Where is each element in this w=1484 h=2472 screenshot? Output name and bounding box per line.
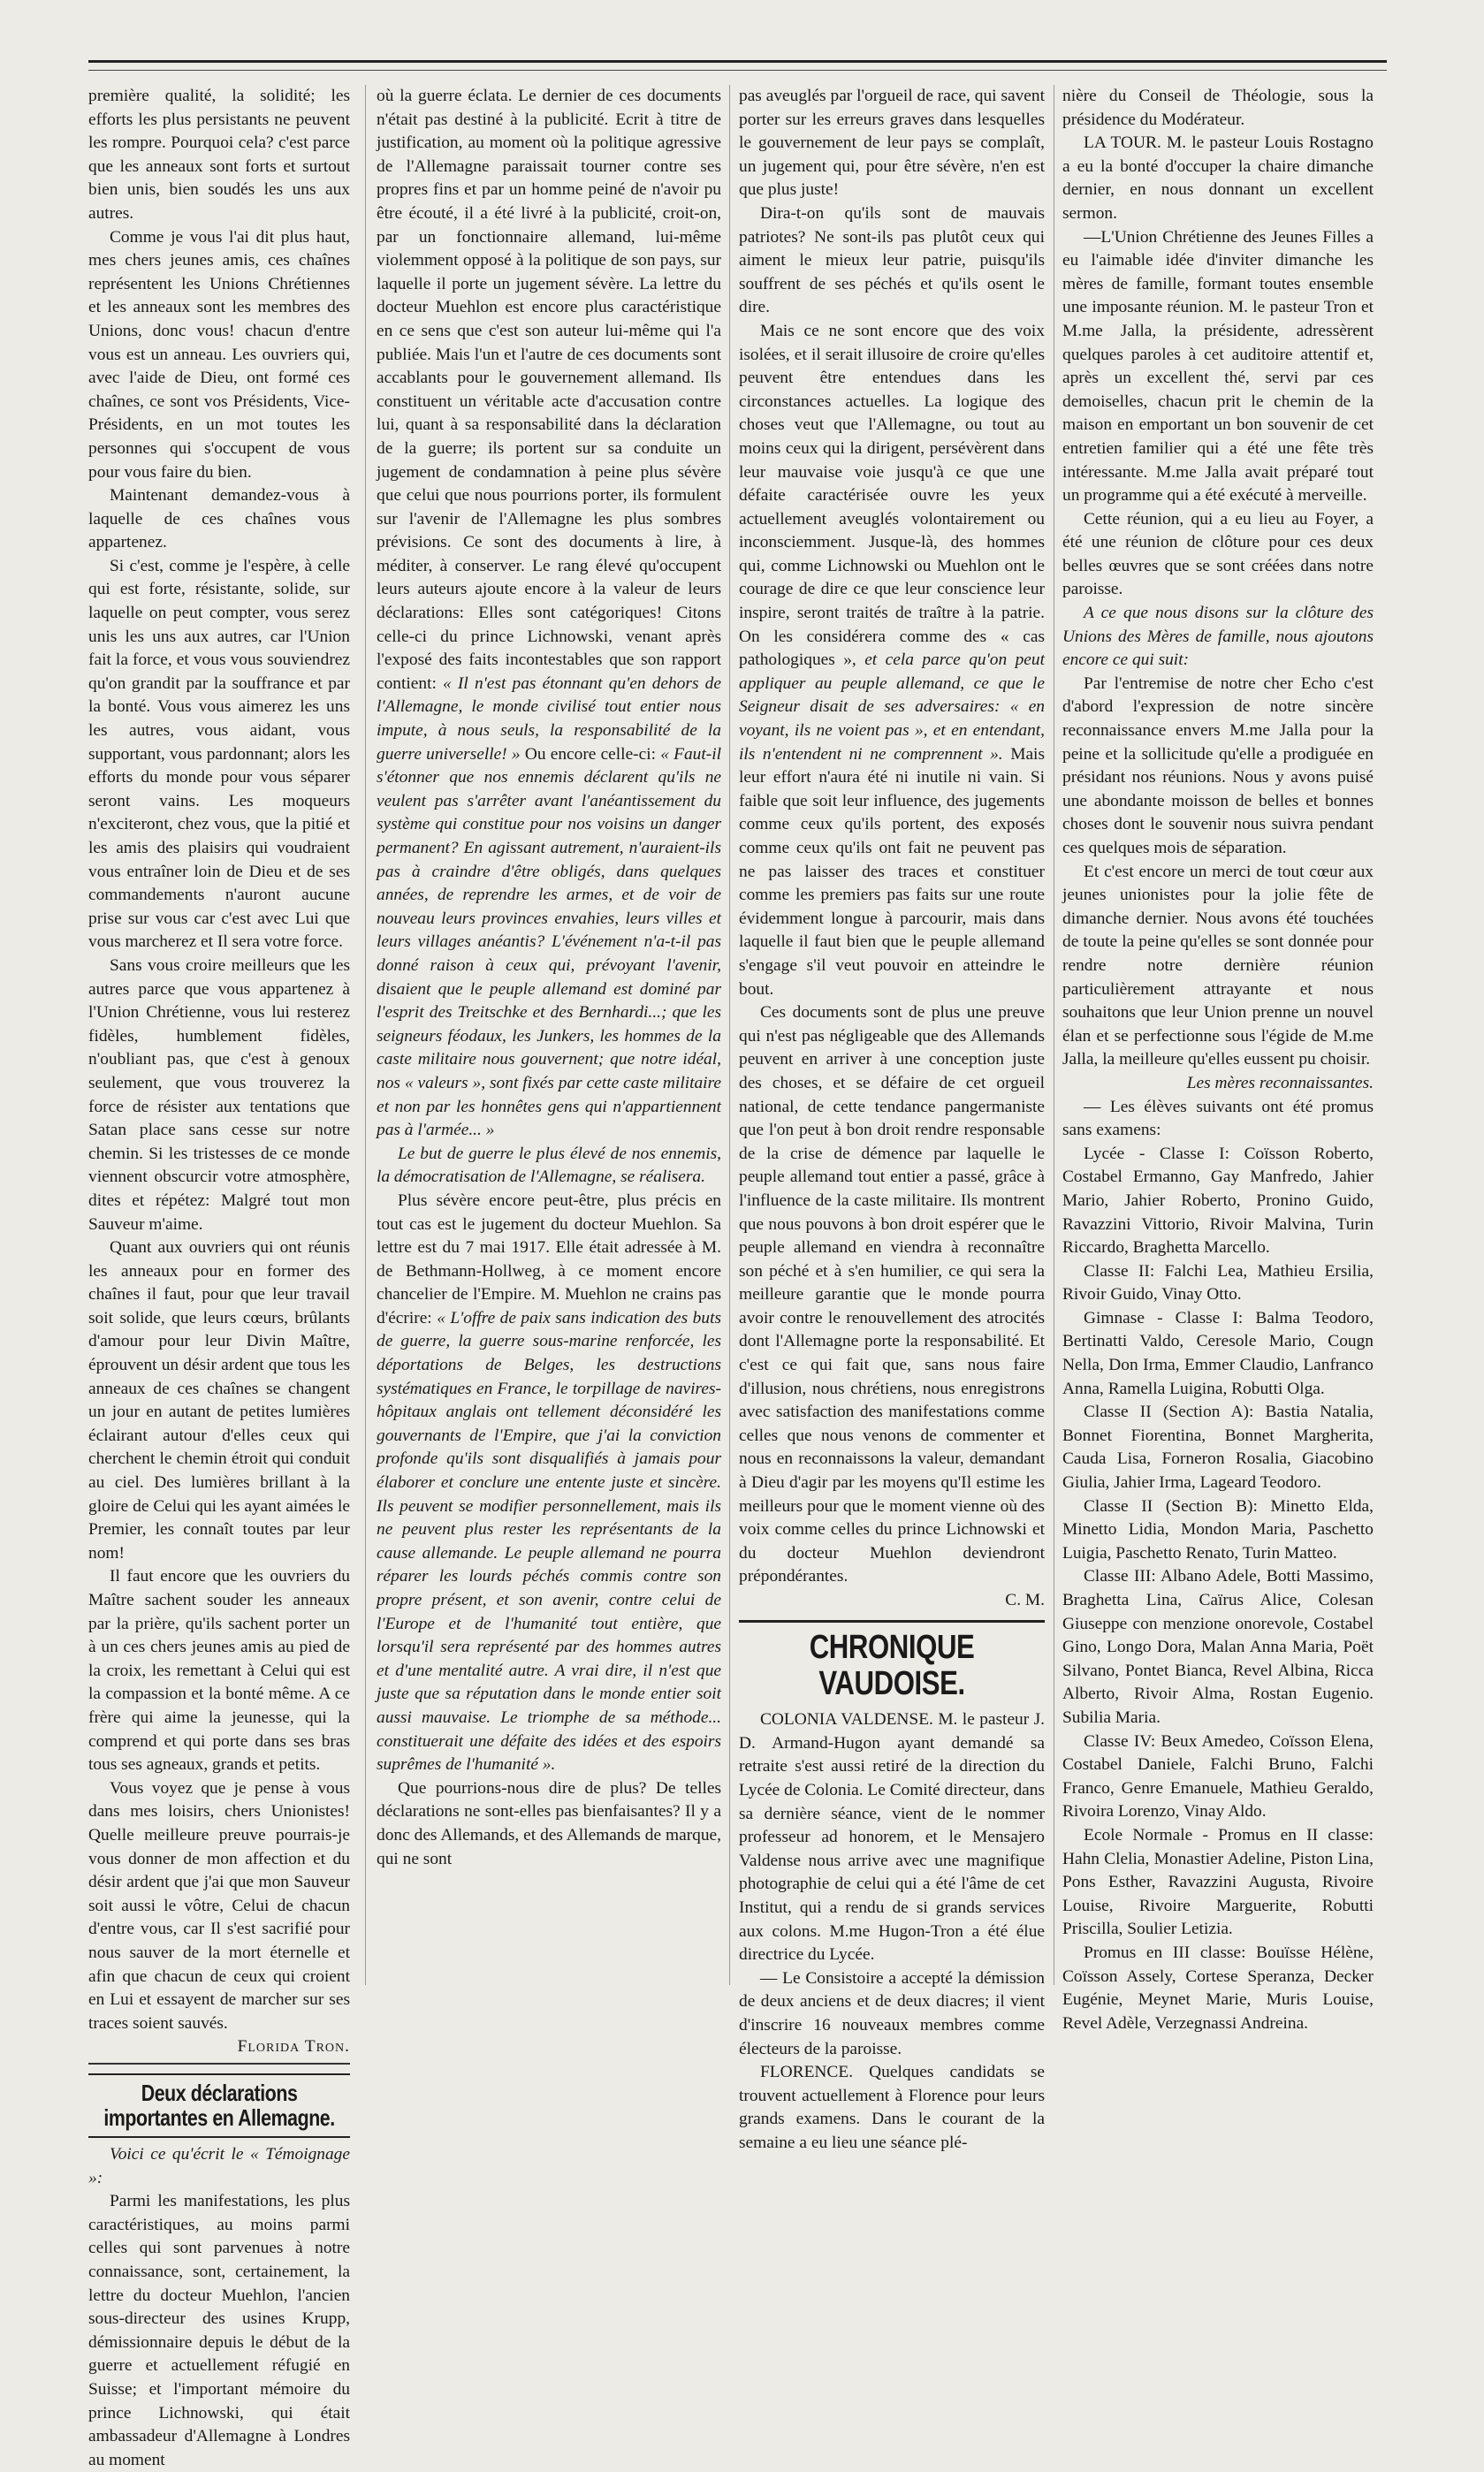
paragraph: Sans vous croire meilleurs que les autres parce que vous appartenez à l'Union Chrétienne, vous lui resterez fidèles, humblement fidèles, n'oubliant pas, que c'est à genoux seulement, que vous trouverez la force de résister aux tentations que Satan place sans cesse sur notre chemin. Si les tristesses de ce monde viennent obscurcir votre atmosphère, dites et répétez: Malgré tout mon Sauveur m'aime. [88, 955, 350, 1234]
quote: Le but de guerre le plus élevé de nos ennemis, la démocratisation de l'Allemagne, se réalisera. [377, 1144, 721, 1187]
paragraph: première qualité, la solidité; les efforts les plus persistants ne peuvent les rompre. Pourquoi cela? c'est parce que les anneaux sont forts et surtout bien unis, bien soudés les uns aux autres. [88, 87, 350, 223]
signature: Florida Tron. [237, 2037, 350, 2057]
paragraph [739, 320, 1045, 1001]
column-3 [739, 85, 1045, 2152]
paragraph: Il faut encore que les ouvriers du Maître sachent souder les anneaux par la prière, qu'ils sachent porter un à un ces chers jeunes amis au pied de la croix, les remettant à Celui qui est la compassion et la bonté même. A ce frère qui aime la jeunesse, qui la comprend et qui porte dans ses bras tous ses agneaux, grands et petits. [88, 1567, 350, 1775]
paragraph: Comme je vous l'ai dit plus haut, mes chers jeunes amis, ces chaînes représentent les Unions Chrétiennes et les anneaux sont les membres des Unions, donc vous! chacun d'entre vous est un anneau. Les ouvriers qui, avec l'aide de Dieu, ont formé ces chaînes, ce sont vos Présidents, Vice-Présidents, en un mot toutes les personnes qui s'occupent de vous pour vous faire du bien. [88, 227, 350, 482]
class-list: Classe II: Falchi Lea, Mathieu Ersilia, Rivoir Guido, Vinay Otto. [1062, 1261, 1374, 1304]
paragraph: A ce que nous disons sur la clôture des Unions des Mères de famille, nous ajoutons encore ce qui suit: [1062, 604, 1374, 670]
paragraph-text: Ou encore celle-ci: [524, 744, 657, 764]
paragraph: Par l'entremise de notre cher Echo c'est d'abord l'expression de notre sincère reconnaissance envers M.me Jalla pour la peine et la sollicitude qu'elle a prodiguée en présidant nos réunions. Nous y avons puisé une abondante moisson de belles et bonnes choses dont le souvenir nous suivra pendant ces quelques mois de séparation. [1062, 673, 1374, 857]
quote: « Il n'est pas étonnant qu'en dehors de l'Allemagne, le monde civilisé tout entier nous impute, à nous seuls, la responsabilité de la guerre universelle! » [377, 673, 721, 764]
paragraph: —L'Union Chrétienne des Jeunes Filles a eu l'aimable idée d'inviter dimanche les mères de famille, formant toutes ensemble une imposante réunion. M. le pasteur Tron et M.me Jalla, la présidente, adressèrent quelques paroles à cet auditoire attentif et, après un excellent thé, servi par ces demoiselles, chacun prit le chemin de la maison en emportant un bon souvenir de cet entretien familier qui a été une fête très intéressante. M.me Jalla avait préparé tout un programme qui a été exécuté à merveille. [1062, 227, 1374, 506]
class-list: Classe III: Albano Adele, Botti Massimo, Braghetta Lina, Caïrus Alice, Colesan Giuseppe con menzione onorevole, Costabel Gino, Longo Dora, Malan Anna Maria, Poët Silvano, Pontet Bianca, Revel Albina, Ricca Alberto, Rivoir Alma, Rostan Eugenio. Subilia Maria. [1062, 1567, 1374, 1727]
section-heading: CHRONIQUE VAUDOISE. [739, 1620, 1045, 1704]
divider [88, 2063, 350, 2065]
class-list: Gimnase - Classe I: Balma Teodoro, Bertinatti Valdo, Ceresole Mario, Cougn Nella, Don Irma, Emmer Claudio, Lanfranco Anna, Ramella Luigina, Robutti Olga. [1062, 1308, 1374, 1398]
top-rule-thin [88, 70, 1387, 71]
paragraph: Vous voyez que je pense à vous dans mes loisirs, chers Unionistes! Quelle meilleure preuve pourrais-je vous donner de mon affection et du désir ardent que j'ai que mon Sauveur soit aussi le vôtre, Celui de chacun d'entre vous, car Il s'est sacrifié pour nous sauver de la mort éternelle et afin que chacun de ceux qui croient en Lui et essayent de marcher sur ses traces soient sauvés. [88, 1778, 350, 2033]
paragraph: Quant aux ouvriers qui ont réunis les anneaux pour en former des chaînes il faut, pour que leur travail soit solide, que leurs cœurs, brûlants d'amour pour leur Divin Maître, éprouvent un désir ardent que tous les anneaux de ces chaînes se changent un jour en autant de petites lumières éclairant autour d'elles ceux qui cherchent le chemin étroit qui conduit au ciel. Des lumières brillant à la gloire de Celui qui les ayant aimées le Premier, les connaît toutes par leur nom! [88, 1238, 350, 1563]
quote: « Faut-il s'étonner que nos ennemis déclarent qu'ils ne veulent pas s'arrêter avant l'anéantissement du système qui constitue pour nos voisins un danger permanent? En agissant autrement, n'auraient-ils pas à craindre d'être obligés, dans quelques années, de reprendre les armes, et de voir de nouveau leurs provinces envahies, leurs villes et leurs villages anéantis? L'événement n'a-t-il pas donné raison à ceux qui, prévoyant l'avenir, disaient que le peuple allemand est dominé par l'esprit des Treitschke et des Bernhardi...; que les seigneurs féodaux, les Junkers, les hommes de la caste militaire nous gouvernent; que notre idéal, nos « valeurs », sont fixés par cette caste militaire et non par les honnêtes gens qui n'appartiennent pas à l'armée... » [377, 744, 721, 1140]
paragraph: Parmi les manifestations, les plus caractéristiques, au moins parmi celles qui sont parvenues à notre connaissance, sont, certainement, la lettre du docteur Muehlon, l'ancien sous-directeur des usines Krupp, démissionnaire depuis le début de la guerre et actuellement réfugié en Suisse; et l'important mémoire du prince Lichnowski, qui était ambassadeur d'Allemagne à Londres au moment [88, 2192, 350, 2469]
paragraph: — Les élèves suivants ont été promus sans examens: [1062, 1097, 1374, 1140]
class-list: Classe II (Section A): Bastia Natalia, Bonnet Fiorentina, Bonnet Margherita, Cauda Lisa, Forneron Rosalia, Giacobino Giulia, Jahier Irma, Lageard Teodoro. [1062, 1403, 1374, 1493]
paragraph: LA TOUR. M. le pasteur Louis Rostagno a eu la bonté d'occuper la chaire dimanche dernier, en nous donnant un excellent sermon. [1062, 133, 1374, 223]
class-list: Ecole Normale - Promus en II classe: Hahn Clelia, Monastier Adeline, Piston Lina, Pons Esther, Ravazzini Augusta, Rivoire Louise, Rivoire Marguerite, Robutti Priscilla, Soulier Letizia. [1062, 1825, 1374, 1939]
paragraph [377, 85, 721, 1143]
paragraph: Ces documents sont de plus une preuve qui n'est pas négligeable que des Allemands peuvent en arriver à une conception juste des choses, et se défaire de cet orgueil national, de cette tendance pangermaniste que l'on peut à bon droit rendre responsable de la crise de démence par laquelle le peuple allemand tout entier a passé, grâce à l'influence de la caste militaire. Ils montrent que nous pouvons à bon droit espérer que le peuple allemand en viendra à reconnaître son péché et à s'en humilier, ce qui sera la meilleure garantie que le monde pourra avoir contre le renouvellement des atrocités dont l'Allemagne porte la responsabilité. Et c'est ce qui fait que, sans nous faire d'illusion, nous chrétiens, nous enregistrons avec satisfaction des manifestations comme celles que nous venons de commenter et nous en reconnaissons la valeur, demandant à Dieu d'agir par les moyens qu'Il estime les meilleurs pour que le moment vienne où des voix comme celles du prince Lichnowski et du docteur Muehlon deviendront prépondérantes. [739, 1003, 1045, 1586]
intro-line: Voici ce qu'écrit le « Témoignage »: [88, 2145, 350, 2187]
column-2 [377, 85, 721, 1985]
column-4 [1062, 85, 1374, 2033]
section-heading: Deux déclarations importantes en Allemagne. [88, 2073, 350, 2138]
column-1 [88, 85, 350, 2469]
quote: et cela parce qu'on peut appliquer au peuple allemand, ce que le Seigneur disait de ses adversaires: « en voyant, ils ne voient pas », et en entendant, ils n'entendent ni ne comprennent ». [739, 650, 1045, 764]
quote: « L'offre de paix sans indication des buts de guerre, la guerre sous-marine renforcée, les déportations de Belges, les destructions systématiques en France, le torpillage de navires-hôpitaux anglais ont tellement déconsidéré les gouvernants de l'Empire, que j'ai la conviction profonde qu'ils sont disqualifiés à jamais pour élaborer et conclure une entente juste et sincère. Ils peuvent se modifier personnellement, mais ils ne peuvent plus rester les représentants de la cause allemande. Le peuple allemand ne pourra réparer les lourds péchés commis contre son propre présent, et son avenir, contre celui de l'Europe et de l'humanité tout entière, que lorsqu'il sera représenté par des hommes autres et d'une mentalité autre. A vrai dire, il n'est que juste que sa réputation dans le monde entier soit aussi mauvaise. Le triomphe de sa méthode... constituerait une défaite des idées et des espoirs suprêmes de l'humanité ». [377, 1308, 721, 1775]
paragraph: Cette réunion, qui a eu lieu au Foyer, a été une réunion de clôture pour ces deux belles œuvres que se sont créées dans notre paroisse. [1062, 509, 1374, 599]
class-list: Classe II (Section B): Minetto Elda, Minetto Lidia, Mondon Maria, Paschetto Luigia, Paschetto Renato, Turin Matteo. [1062, 1496, 1374, 1563]
signature: C. M. [1005, 1591, 1045, 1609]
paragraph: nière du Conseil de Théologie, sous la présidence du Modérateur. [1062, 87, 1374, 129]
column-divider [365, 85, 366, 1985]
paragraph: Maintenant demandez-vous à laquelle de ces chaînes vous appartenez. [88, 486, 350, 552]
signature: Les mères reconnaissantes. [1186, 1073, 1374, 1092]
paragraph: Si c'est, comme je l'espère, à celle qui est forte, résistante, solide, sur laquelle on peut compter, vous serez unis les uns aux autres, car l'Union fait la force, et vous vous souviendrez qu'on grandit par la souffrance et par la bonté. Vous vous aimerez les uns les autres, vous aidant, vous supportant, vous pardonnant; alors les efforts du monde pour vous séparer seront vains. Les moqueurs n'exciteront, chez vous, que la pitié et les amis des plaisirs qui voudraient vous entraîner loin de Dieu et de ses commandements n'auront aucune prise sur vous car c'est avec Lui que vous marcherez et Il sera votre force. [88, 556, 350, 952]
paragraph: Et c'est encore un merci de tout cœur aux jeunes unionistes pour la jolie fête de dimanche dernier. Nous avons été touchées de toute la peine qu'elles se sont donnée pour rendre notre dernière réunion particulièrement attrayante et nous souhaitons que leur Union prenne un nouvel élan et se perfectionne sous l'égide de M.me Jalla, la meilleure qu'elles eussent pu choisir. [1062, 862, 1374, 1069]
paragraph: Que pourrions-nous dire de plus? De telles déclarations ne sont-elles pas bienfaisantes? Il y a donc des Allemands, et des Allemands de marque, qui ne sont [377, 1778, 721, 1868]
paragraph: — Le Consistoire a accepté la démission de deux anciens et de deux diacres; il vient d'inscrire 16 nouveaux membres comme électeurs de la paroisse. [739, 1968, 1045, 2058]
paragraph-text: Mais ce ne sont encore que des voix isolées, et il serait illusoire de croire qu'elles peuvent être entendues dans les circonstances actuelles. La logique des choses veut que l'Allemagne, ou tout au moins ceux qui la dirigent, persévèrent dans leur mauvaise voie jusqu'à ce que une défaite caractérisée ouvre les yeux actuellement aveuglés volontairement ou inconsciemment. Jusque-là, des hommes qui, comme Lichnowski ou Muehlon ont le courage de dire ce que leur conscience leur inspire, seront traités de traître à la patrie. On les considérera comme des « cas pathologiques », [739, 321, 1045, 670]
paragraph-text: Mais leur effort n'aura été ni inutile ni vain. Si faible que soit leur influence, des jugements comme ceux qu'ils portent, des exposés comme ceux qu'ils ont fait ne peuvent pas ne pas laisser des traces et constituer comme les premiers pas faits sur une route évidemment longue à parcourir, mais dans laquelle il faut bien que le peuple allemand s'engage s'il veut pouvoir en atteindre le bout. [739, 744, 1045, 999]
paragraph: FLORENCE. Quelques candidats se trouvent actuellement à Florence pour leurs grands examens. Dans le courant de la semaine a eu lieu une séance plé- [739, 2063, 1045, 2152]
column-divider [729, 85, 730, 1985]
paragraph: COLONIA VALDENSE. M. le pasteur J. D. Armand-Hugon ayant demandé sa retraite s'est aussi retiré de la direction du Lycée de Colonia. Le Comité directeur, dans sa dernière séance, vient de le nommer professeur ad honorem, et le Mensajero Valdense nous arrive avec une magnifique photographie de celui qui a été l'âme de cet Institut, qui a rendu de si grands services aux colons. M.me Hugon-Tron a été élue directrice du Lycée. [739, 1710, 1045, 1965]
class-list: Promus en III classe: Bouïsse Hélène, Coïsson Assely, Cortese Speranza, Decker Eugénie, Meynet Marie, Muris Louise, Revel Adèle, Verzegnassi Andreina. [1062, 1943, 1374, 2033]
top-rule [88, 60, 1387, 63]
class-list: Lycée - Classe I: Coïsson Roberto, Costabel Ermanno, Gay Manfredo, Jahier Mario, Jahier Roberto, Pronino Guido, Ravazzini Vittorio, Rivoir Malvina, Turin Riccardo, Braghetta Marcello. [1062, 1144, 1374, 1258]
paragraph [377, 1190, 721, 1777]
paragraph-text: Plus sévère encore peut-être, plus précis en tout cas est le jugement du docteur Muehlon. Sa lettre est du 7 mai 1917. Elle était adressée à M. de Bethmann-Hollweg, à ce moment encore chancelier de l'Empire. M. Muehlon ne crains pas d'écrire: [377, 1190, 721, 1327]
class-list: Classe IV: Beux Amedeo, Coïsson Elena, Costabel Daniele, Falchi Bruno, Falchi Franco, Genre Emanuele, Mathieu Geraldo, Rivoira Lorenzo, Vinay Aldo. [1062, 1731, 1374, 1822]
paragraph: Dira-t-on qu'ils sont de mauvais patriotes? Ne sont-ils pas plutôt ceux qui aiment le mieux leur patrie, puisqu'ils souffrent de ses péchés et qu'ils osent le dire. [739, 203, 1045, 317]
paragraph-text: où la guerre éclata. Le dernier de ces documents n'était pas destiné à la publicité. Ecrit à titre de justification, au moment où la politique agressive de l'Allemagne paraissait tourner contre ses propres fins et par un homme peiné de n'avoir pu être écouté, il a été livré à la publicité, croit-on, par un fonctionnaire allemand, lui-même violemment opposé à la politique de son pays, sur laquelle il porte un jugement sévère. La lettre du docteur Muehlon est encore plus caractéristique en ce sens que c'est son auteur lui-même qui l'a publiée. Mais l'un et l'autre de ces documents sont accablants pour le gouvernement allemand. Ils constituent un véritable acte d'accusation contre lui, quant à sa responsabilité dans la déclaration de la guerre; ils portent sur sa conduite un jugement de condamnation à peine plus sévère que celui que nous pourrions porter, ils formulent sur l'avenir de l'Allemagne les plus sombres prévisions. Ce sont des documents à lire, à méditer, à conserver. Le rang élevé qu'occupent leurs auteurs ajoute encore à la valeur de leurs déclarations: Elles sont catégoriques! Citons celle-ci du prince Lichnowski, venant après l'exposé des faits incontestables que son rapport contient: [377, 87, 721, 693]
paragraph: pas aveuglés par l'orgueil de race, qui savent porter sur les erreurs graves dans lesquelles le gouvernement de leur pays se complaît, un jugement qui, pour être sévère, n'en est que plus juste! [739, 87, 1045, 200]
